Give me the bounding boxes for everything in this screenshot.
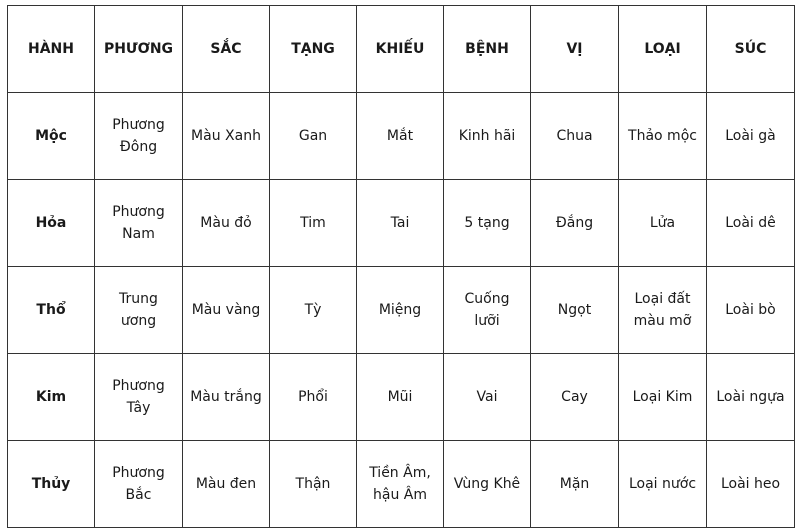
table-cell: Miệng	[357, 267, 444, 354]
row-element-name: Hỏa	[8, 180, 95, 267]
row-element-name: Kim	[8, 354, 95, 441]
table-cell: Kinh hãi	[444, 93, 531, 180]
table-cell: Thận	[270, 441, 357, 528]
table-cell: Tỳ	[270, 267, 357, 354]
table-cell: Màu vàng	[183, 267, 270, 354]
table-cell: Loài ngựa	[707, 354, 795, 441]
table-cell: Loài bò	[707, 267, 795, 354]
table-cell: Phương Bắc	[95, 441, 183, 528]
table-cell: 5 tạng	[444, 180, 531, 267]
table-cell: Gan	[270, 93, 357, 180]
row-element-name: Mộc	[8, 93, 95, 180]
table-row	[8, 441, 795, 528]
table-cell: Loài gà	[707, 93, 795, 180]
row-element-name: Thổ	[8, 267, 95, 354]
table-cell: Thảo mộc	[619, 93, 707, 180]
table-cell: Mũi	[357, 354, 444, 441]
table-cell: Đắng	[531, 180, 619, 267]
table-cell: Loại nước	[619, 441, 707, 528]
table-cell: Cuống lưỡi	[444, 267, 531, 354]
table-cell: Trung ương	[95, 267, 183, 354]
header-loai: LOẠI	[619, 6, 707, 93]
table-cell: Màu trắng	[183, 354, 270, 441]
header-khieu: KHIẾU	[357, 6, 444, 93]
table-row	[8, 180, 795, 267]
row-element-name: Thủy	[8, 441, 95, 528]
table-cell: Chua	[531, 93, 619, 180]
header-hanh: HÀNH	[8, 6, 95, 93]
header-row	[8, 6, 795, 93]
header-sac: SẮC	[183, 6, 270, 93]
table-cell: Màu đỏ	[183, 180, 270, 267]
header-suc: SÚC	[707, 6, 795, 93]
table-cell: Màu Xanh	[183, 93, 270, 180]
table-cell: Ngọt	[531, 267, 619, 354]
table-cell: Tiền Âm, hậu Âm	[357, 441, 444, 528]
table-cell: Loại đất màu mỡ	[619, 267, 707, 354]
table-row	[8, 93, 795, 180]
table-cell: Vai	[444, 354, 531, 441]
table-cell: Phương Nam	[95, 180, 183, 267]
table-cell: Mặn	[531, 441, 619, 528]
table-cell: Lửa	[619, 180, 707, 267]
header-benh: BỆNH	[444, 6, 531, 93]
table-row	[8, 354, 795, 441]
table-cell: Phổi	[270, 354, 357, 441]
table-cell: Vùng Khê	[444, 441, 531, 528]
table-cell: Màu đen	[183, 441, 270, 528]
table-cell: Phương Đông	[95, 93, 183, 180]
header-tang: TẠNG	[270, 6, 357, 93]
table-cell: Tim	[270, 180, 357, 267]
header-vi: VỊ	[531, 6, 619, 93]
table-cell: Phương Tây	[95, 354, 183, 441]
table-cell: Tai	[357, 180, 444, 267]
five-elements-table	[7, 5, 795, 528]
header-phuong: PHƯƠNG	[95, 6, 183, 93]
table-cell: Mắt	[357, 93, 444, 180]
table-cell: Loài dê	[707, 180, 795, 267]
table-cell: Loài heo	[707, 441, 795, 528]
table-cell: Loại Kim	[619, 354, 707, 441]
table-row	[8, 267, 795, 354]
table-cell: Cay	[531, 354, 619, 441]
